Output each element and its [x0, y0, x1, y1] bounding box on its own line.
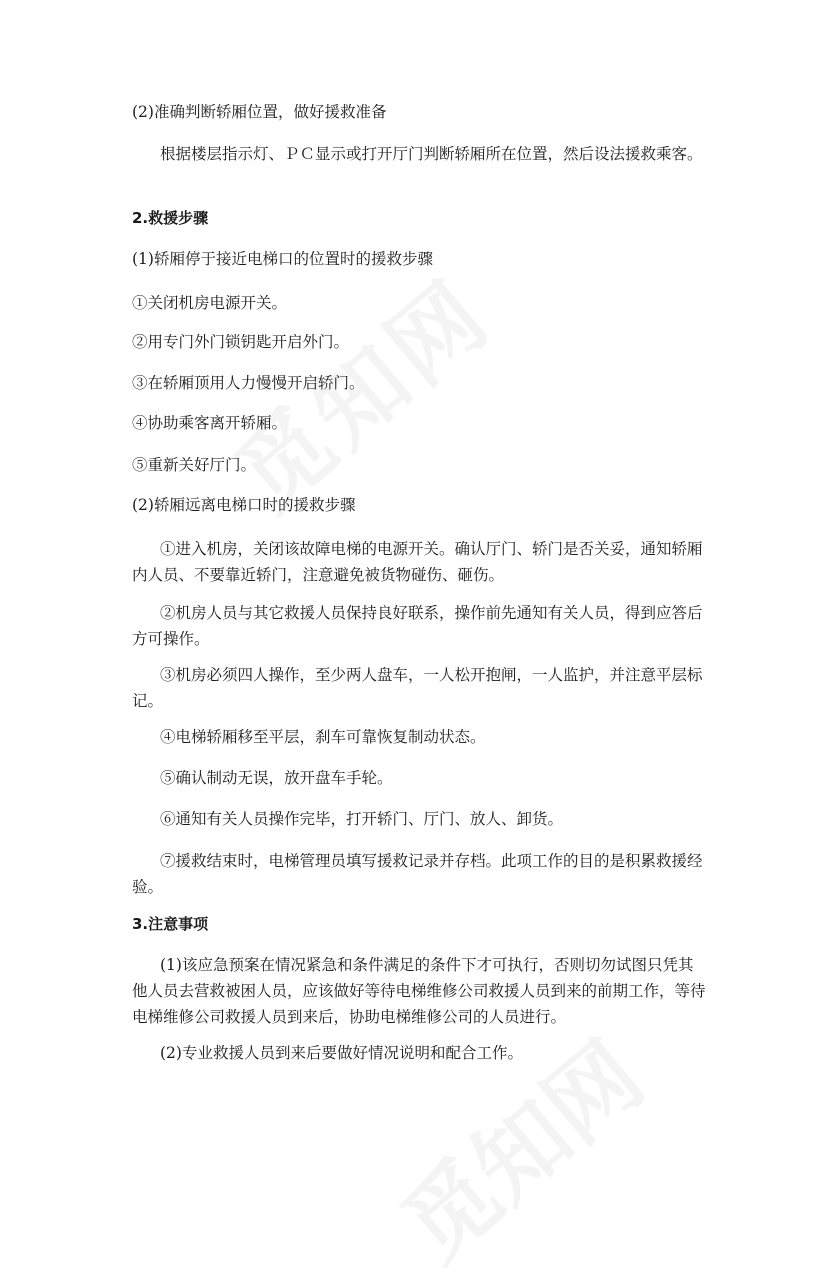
far-step-item-4: ④电梯轿厢移至平层，刹车可靠恢复制动状态。: [160, 728, 486, 746]
paragraph-locate-car: 根据楼层指示灯、ＰＣ显示或打开厅门判断轿厢所在位置，然后设法援救乘客。: [160, 145, 703, 163]
section-heading-rescue-steps: 2.救援步骤: [132, 209, 209, 227]
step-item-2: ②用专门外门锁钥匙开启外门。: [132, 333, 350, 351]
note-item-1: (1)该应急预案在情况紧急和条件满足的条件下才可执行，否则切勿试图只凭其他人员去营救被困人员，应该做好等待电梯维修公司救援人员到来的前期工作，等待电梯维修公司救援人员到来后，协助电梯维修公司的人员进行。: [132, 956, 706, 1026]
far-step-item-2: ②机房人员与其它救援人员保持良好联系，操作前先通知有关人员，得到应答后方可操作。: [132, 604, 703, 648]
subsection-heading-near-exit: (1)轿厢停于接近电梯口的位置时的援救步骤: [132, 250, 433, 268]
note-item-2: (2)专业救援人员到来后要做好情况说明和配合工作。: [160, 1044, 523, 1062]
step-item-3: ③在轿厢顶用人力慢慢开启轿门。: [132, 374, 365, 392]
section-heading-notes: 3.注意事项: [132, 915, 209, 933]
subsection-heading-prepare: (2)准确判断轿厢位置，做好援救准备: [132, 103, 387, 121]
step-item-4: ④协助乘客离开轿厢。: [132, 414, 288, 432]
subsection-heading-far-exit: (2)轿厢远离电梯口时的援救步骤: [132, 496, 356, 514]
far-step-item-3: ③机房必须四人操作，至少两人盘车，一人松开抱闸，一人监护，并注意平层标记。: [132, 666, 703, 710]
step-item-1: ①关闭机房电源开关。: [132, 294, 288, 312]
far-step-item-6: ⑥通知有关人员操作完毕，打开轿门、厅门、放人、卸货。: [160, 810, 564, 828]
step-item-5: ⑤重新关好厅门。: [132, 456, 257, 474]
far-step-item-5: ⑤确认制动无误，放开盘车手轮。: [160, 769, 393, 787]
far-step-item-7: ⑦援救结束时，电梯管理员填写援救记录并存档。此项工作的目的是积累救援经验。: [132, 852, 703, 896]
far-step-item-1: ①进入机房，关闭该故障电梯的电源开关。确认厅门、轿门是否关妥，通知轿厢内人员、不要靠近轿门，注意避免被货物碰伤、砸伤。: [132, 540, 703, 584]
